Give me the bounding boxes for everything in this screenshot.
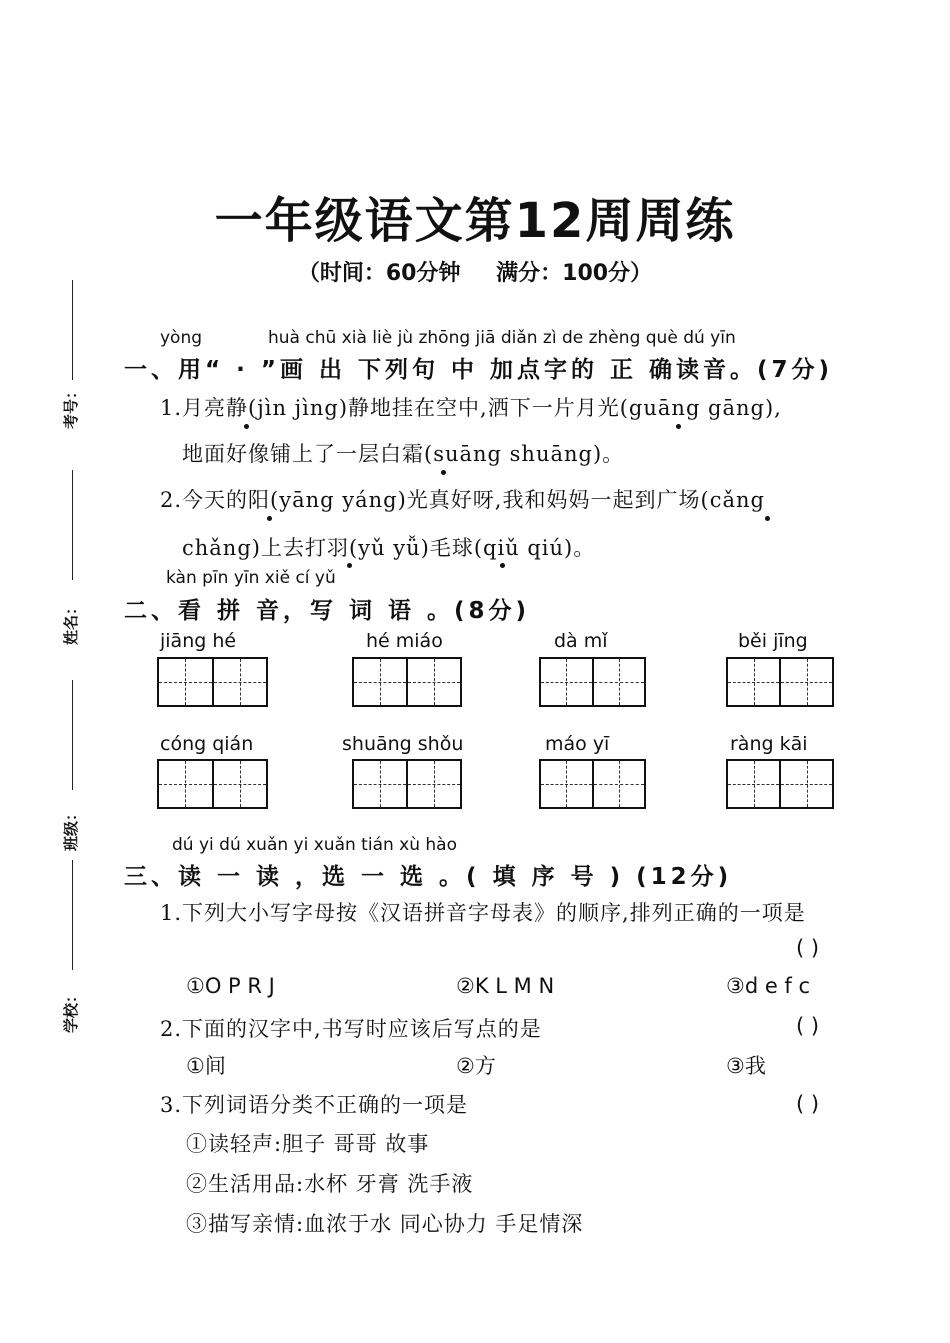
s1-q2-text-f: (qiǔ qiú)。: [473, 536, 596, 560]
s3-q1-option-1: ①O P R J: [186, 974, 275, 998]
word-pinyin-5: cóng qián: [160, 733, 254, 755]
s1-q2-line2: [182, 532, 595, 562]
s1-q1-dotted-char2: 光: [597, 396, 620, 420]
page-title: 一年级语文第12周周练: [214, 193, 736, 249]
section1-pinyin-a: yòng: [160, 328, 203, 348]
word-pinyin-1: jiāng hé: [160, 630, 237, 652]
s1-q2-text-e: (yǔ yǚ)毛: [348, 536, 452, 560]
writing-grid[interactable]: [157, 759, 268, 809]
s1-q2-dotted-char1: 阳: [248, 488, 271, 512]
s1-q2-line1: [160, 484, 765, 514]
word-pinyin-4: běi jīng: [738, 630, 808, 652]
s3-q2-option-1: ①间: [186, 1054, 226, 1078]
s3-q2-answer-blank[interactable]: ( ): [796, 1014, 820, 1038]
exam-info: [0, 256, 950, 287]
class-line: [72, 680, 73, 790]
s3-q3-answer-blank[interactable]: ( ): [796, 1092, 820, 1116]
name-label: 姓名：: [62, 599, 81, 646]
word-pinyin-6: shuāng shǒu: [342, 733, 464, 755]
s1-q1-line1: [160, 392, 782, 422]
word-pinyin-3: dà mǐ: [554, 630, 608, 652]
section1-pinyin-b: huà chū xià liè jù zhōng jiā diǎn zì de zhèng què dú yīn: [268, 328, 736, 348]
s3-q1-option-3: ③d e f c: [726, 974, 811, 998]
s3-q1-text: 1.下列大小写字母按《汉语拼音字母表》的顺序,排列正确的一项是: [160, 901, 806, 925]
exam-number-label: 考号：: [62, 383, 81, 430]
s1-q2-dotted-char4: 球: [451, 536, 474, 560]
s1-q1-text-d: 地面好像铺上了一层白: [182, 442, 402, 466]
s1-q2-text-a: 2.今天的: [160, 488, 249, 512]
s1-q2-dotted-char3: 羽: [326, 536, 349, 560]
s1-q1-dotted-char1: 静: [226, 396, 249, 420]
word-pinyin-2: hé miáo: [366, 630, 443, 652]
s3-q1-option-2: ②K L M N: [456, 974, 555, 998]
section2-heading: 二、看 拼 音，写 词 语 。(8分): [124, 598, 531, 624]
section3-pinyin: dú yi dú xuǎn yi xuǎn tián xù hào: [172, 835, 457, 855]
writing-grid[interactable]: [726, 759, 834, 809]
s1-q1-text-b: (jìn jìng)静地挂在空中,洒下一片月: [248, 396, 598, 420]
s1-q2-text-c: (cǎng: [700, 488, 765, 512]
word-pinyin-7: máo yī: [545, 733, 610, 755]
s1-q1-text-c: (guāng gāng),: [619, 396, 782, 420]
class-label: 班级：: [62, 805, 81, 852]
emphasis-dot: [500, 563, 505, 568]
writing-grid[interactable]: [352, 657, 462, 707]
s1-q2-text-d: chǎng)上去打: [182, 536, 327, 560]
emphasis-dot: [441, 470, 446, 475]
emphasis-dot: [676, 424, 681, 429]
time-limit: （时间：60分钟: [297, 261, 461, 286]
s1-q1-line2: [182, 438, 624, 468]
school-line: [72, 860, 73, 970]
name-line: [72, 470, 73, 580]
s1-q1-text-e: (suāng shuāng)。: [424, 442, 625, 466]
writing-grid[interactable]: [539, 657, 646, 707]
s3-q2-text: 2.下面的汉字中,书写时应该后写点的是: [160, 1017, 542, 1041]
s1-q1-text-a: 1.月亮: [160, 396, 227, 420]
s3-q2-option-3: ③我: [726, 1054, 766, 1078]
s3-q1-answer-blank[interactable]: ( ): [796, 936, 820, 960]
emphasis-dot: [267, 516, 272, 521]
s1-q2-dotted-char2: 场: [678, 488, 701, 512]
emphasis-dot: [347, 563, 352, 568]
writing-grid[interactable]: [157, 657, 268, 707]
s3-q2-option-2: ②方: [456, 1054, 496, 1078]
emphasis-dot: [244, 424, 249, 429]
section3-heading: 三、读 一 读 ，选 一 选 。( 填 序 号 ) (12分): [124, 864, 733, 890]
school-label: 学校：: [62, 987, 81, 1034]
s3-q3-option-2: ②生活用品:水杯 牙膏 洗手液: [186, 1172, 474, 1196]
writing-grid[interactable]: [726, 657, 834, 707]
s3-q3-option-3: ③描写亲情:血浓于水 同心协力 手足情深: [186, 1212, 584, 1236]
section1-heading: 一、用“ · ”画 出 下列句 中 加点字的 正 确读音。(7分): [124, 357, 834, 383]
writing-grid[interactable]: [539, 759, 646, 809]
section2-pinyin: kàn pīn yīn xiě cí yǔ: [166, 568, 336, 588]
emphasis-dot: [765, 516, 770, 521]
exam-number-line: [72, 280, 73, 380]
s3-q3-option-1: ①读轻声:胆子 哥哥 故事: [186, 1132, 430, 1156]
writing-grid[interactable]: [352, 759, 462, 809]
full-score: 满分：100分）: [496, 261, 653, 286]
s1-q1-dotted-char3: 霜: [402, 442, 424, 466]
s3-q3-text: 3.下列词语分类不正确的一项是: [160, 1093, 469, 1117]
s1-q2-text-b: (yāng yáng)光真好呀,我和妈妈一起到广: [270, 488, 679, 512]
word-pinyin-8: ràng kāi: [730, 733, 808, 755]
